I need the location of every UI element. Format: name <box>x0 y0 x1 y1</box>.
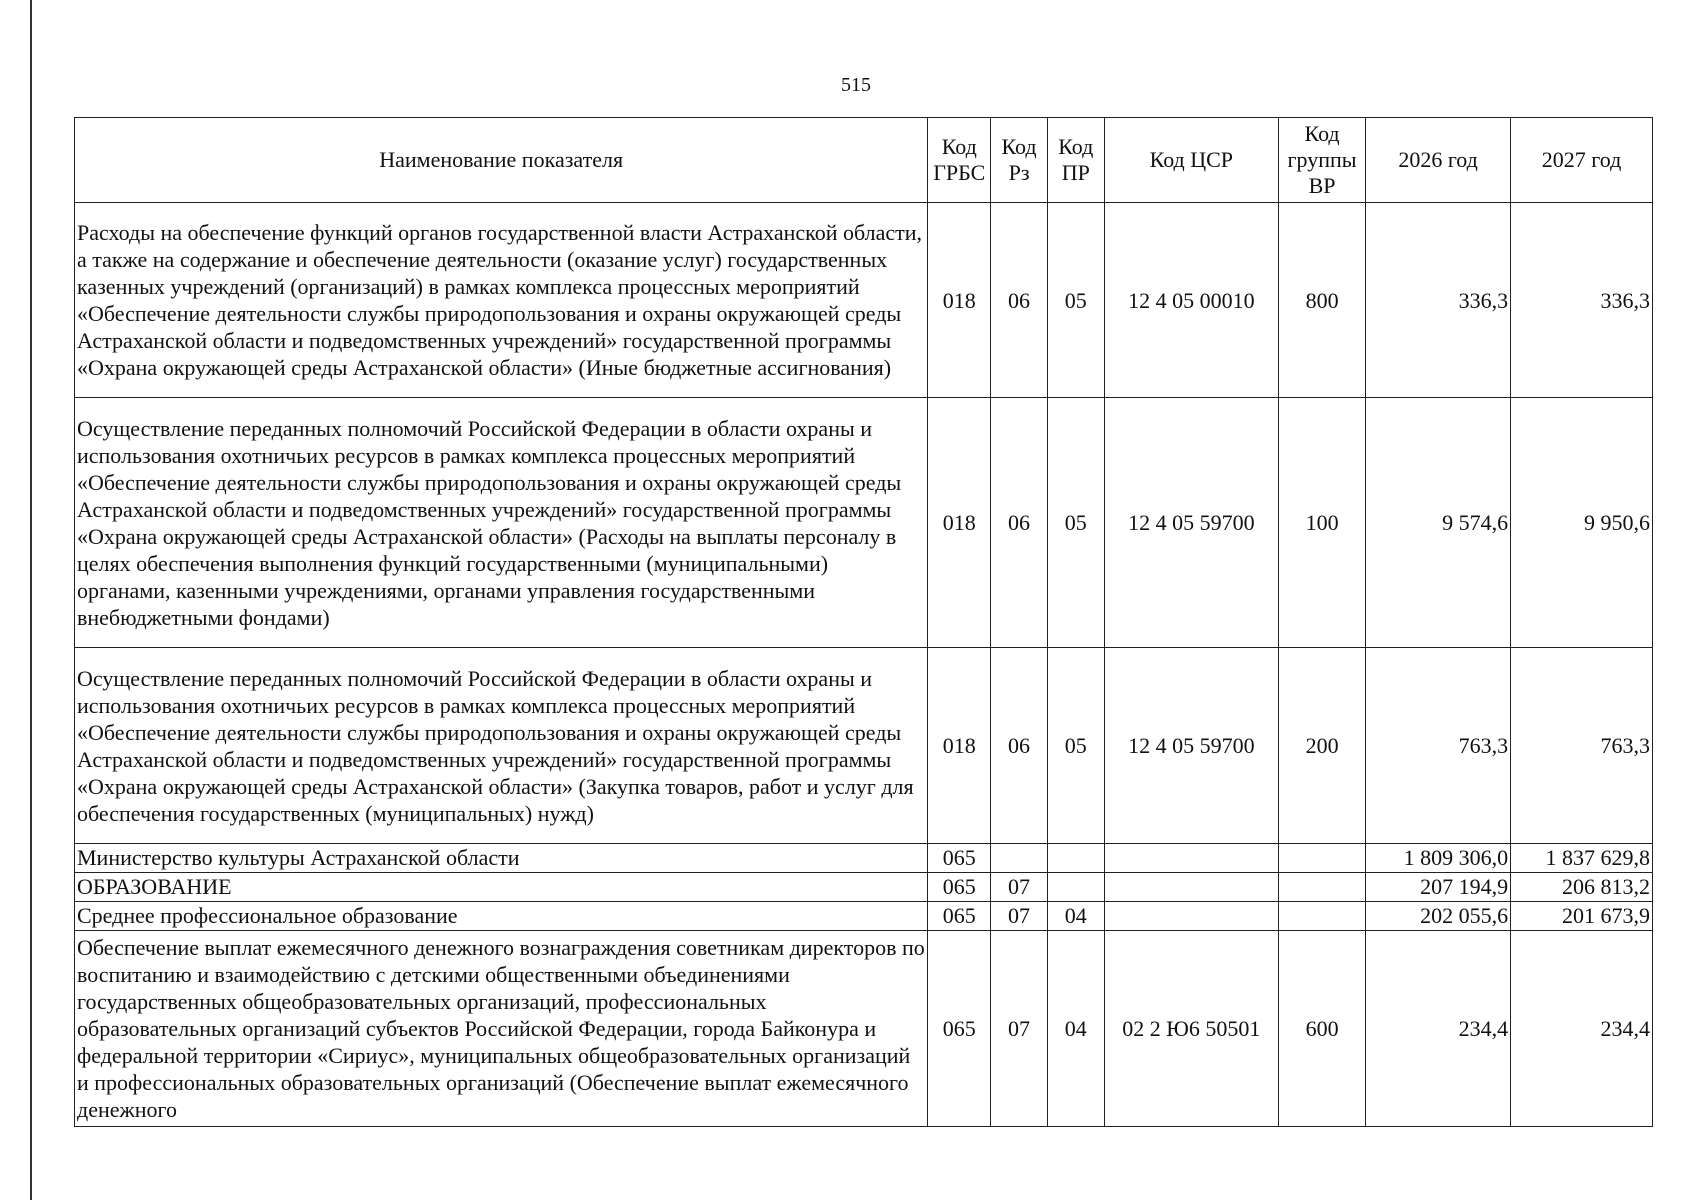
row-csr <box>1104 873 1278 902</box>
row-2026: 1 809 306,0 <box>1366 844 1511 873</box>
row-vr <box>1278 873 1365 902</box>
header-grbs: Код ГРБС <box>928 118 991 203</box>
row-rz: 07 <box>991 931 1048 1127</box>
row-2027: 763,3 <box>1511 648 1653 844</box>
header-csr: Код ЦСР <box>1104 118 1278 203</box>
table-row <box>75 648 1653 844</box>
row-csr <box>1104 902 1278 931</box>
row-2026: 763,3 <box>1366 648 1511 844</box>
row-rz <box>991 844 1048 873</box>
row-name: Министерство культуры Астраханской области <box>75 844 928 873</box>
row-name: ОБРАЗОВАНИЕ <box>75 873 928 902</box>
row-rz: 07 <box>991 902 1048 931</box>
page-number: 515 <box>841 74 871 96</box>
header-2026: 2026 год <box>1366 118 1511 203</box>
header-vr: Код группы ВР <box>1278 118 1365 203</box>
row-2026: 207 194,9 <box>1366 873 1511 902</box>
budget-table <box>74 117 1653 1127</box>
row-2027: 9 950,6 <box>1511 398 1653 648</box>
table-row <box>75 873 1653 902</box>
row-vr: 200 <box>1278 648 1365 844</box>
table-row <box>75 203 1653 398</box>
binding-line <box>30 0 32 1200</box>
row-2026: 9 574,6 <box>1366 398 1511 648</box>
row-rz: 06 <box>991 398 1048 648</box>
row-2026: 336,3 <box>1366 203 1511 398</box>
row-2027: 201 673,9 <box>1511 902 1653 931</box>
row-grbs: 018 <box>928 398 991 648</box>
table-row <box>75 902 1653 931</box>
row-pr: 04 <box>1047 902 1104 931</box>
row-rz: 07 <box>991 873 1048 902</box>
row-grbs: 065 <box>928 844 991 873</box>
row-csr <box>1104 844 1278 873</box>
row-vr: 800 <box>1278 203 1365 398</box>
row-csr: 12 4 05 59700 <box>1104 648 1278 844</box>
table-row <box>75 931 1653 1127</box>
row-csr: 02 2 Ю6 50501 <box>1104 931 1278 1127</box>
row-name: Обеспечение выплат ежемесячного денежного вознаграждения советникам директоров по воспитанию и взаимодействию с детскими общественными объединениями государственных общеобразовательных организаций, профессиональных образовательных организаций субъектов Российской Федерации, города Байконура и федеральной территории «Сириус», муниципальных общеобразовательных организаций и профессиональных образовательных организаций (Обеспечение выплат ежемесячного денежного <box>75 931 928 1127</box>
header-rz: Код Рз <box>991 118 1048 203</box>
row-vr <box>1278 902 1365 931</box>
header-name: Наименование показателя <box>75 118 928 203</box>
row-2027: 206 813,2 <box>1511 873 1653 902</box>
row-vr: 600 <box>1278 931 1365 1127</box>
row-pr: 04 <box>1047 931 1104 1127</box>
row-2027: 1 837 629,8 <box>1511 844 1653 873</box>
table-row <box>75 844 1653 873</box>
row-grbs: 065 <box>928 931 991 1127</box>
row-2027: 336,3 <box>1511 203 1653 398</box>
row-pr: 05 <box>1047 398 1104 648</box>
row-name: Расходы на обеспечение функций органов государственной власти Астраханской области, а также на содержание и обеспечение деятельности (оказание услуг) государственных казенных учреждений (организаций) в рамках комплекса процессных мероприятий «Обеспечение деятельности службы природопользования и охраны окружающей среды Астраханской области и подведомственных учреждений» государственной программы «Охрана окружающей среды Астраханской области» (Иные бюджетные ассигнования) <box>75 203 928 398</box>
row-csr: 12 4 05 59700 <box>1104 398 1278 648</box>
row-csr: 12 4 05 00010 <box>1104 203 1278 398</box>
header-pr: Код ПР <box>1047 118 1104 203</box>
row-grbs: 065 <box>928 902 991 931</box>
row-grbs: 018 <box>928 648 991 844</box>
row-name: Осуществление переданных полномочий Российской Федерации в области охраны и использования охотничьих ресурсов в рамках комплекса процессных мероприятий «Обеспечение деятельности службы природопользования и охраны окружающей среды Астраханской области и подведомственных учреждений» государственной программы «Охрана окружающей среды Астраханской области» (Закупка товаров, работ и услуг для обеспечения государственных (муниципальных) нужд) <box>75 648 928 844</box>
row-vr <box>1278 844 1365 873</box>
table-header-row <box>75 118 1653 203</box>
row-pr: 05 <box>1047 203 1104 398</box>
row-rz: 06 <box>991 648 1048 844</box>
row-pr <box>1047 873 1104 902</box>
row-name: Среднее профессиональное образование <box>75 902 928 931</box>
row-2027: 234,4 <box>1511 931 1653 1127</box>
header-2027: 2027 год <box>1511 118 1653 203</box>
row-grbs: 065 <box>928 873 991 902</box>
table-row <box>75 398 1653 648</box>
row-vr: 100 <box>1278 398 1365 648</box>
row-2026: 202 055,6 <box>1366 902 1511 931</box>
row-pr <box>1047 844 1104 873</box>
row-rz: 06 <box>991 203 1048 398</box>
row-2026: 234,4 <box>1366 931 1511 1127</box>
row-grbs: 018 <box>928 203 991 398</box>
row-name: Осуществление переданных полномочий Российской Федерации в области охраны и использования охотничьих ресурсов в рамках комплекса процессных мероприятий «Обеспечение деятельности службы природопользования и охраны окружающей среды Астраханской области и подведомственных учреждений» государственной программы «Охрана окружающей среды Астраханской области» (Расходы на выплаты персоналу в целях обеспечения выполнения функций государственными (муниципальными) органами, казенными учреждениями, органами управления государственными внебюджетными фондами) <box>75 398 928 648</box>
row-pr: 05 <box>1047 648 1104 844</box>
